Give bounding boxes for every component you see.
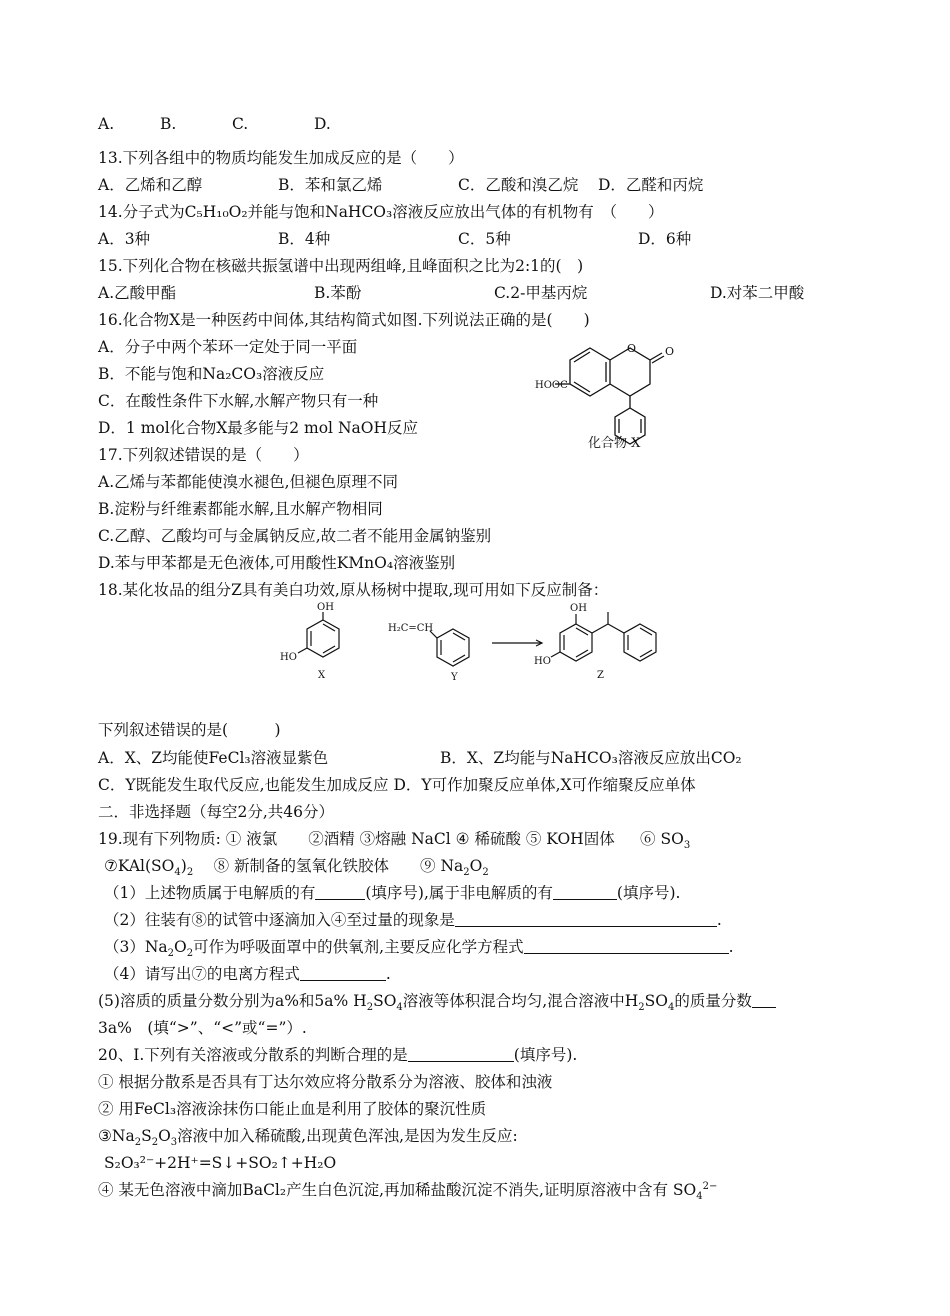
carbonyl-oxygen-label: O (665, 345, 675, 358)
q19-part4: （4）请写出⑦的电离方程式 . (104, 965, 391, 983)
x-oh-label: OH (317, 602, 334, 613)
q15-option-c: C.2-甲基丙烷 (494, 284, 588, 302)
q19-part1: （1）上述物质属于电解质的有 (填序号),属于非电解质的有 (填序号). (104, 884, 681, 902)
q20-stem: 20、Ⅰ.下列有关溶液或分散系的判断合理的是 (填序号). (98, 1046, 578, 1064)
q15-option-d: D.对苯二甲酸 (710, 284, 805, 302)
compound-x-caption: 化合物 X (588, 436, 641, 451)
q20-equation: S₂O₃²⁻+2H⁺=S↓+SO₂↑+H₂O (104, 1154, 337, 1172)
q15-stem: 15.下列化合物在核磁共振氢谱中出现两组峰,且峰面积之比为2:1的( ) (98, 257, 584, 275)
option-b: B. (160, 115, 177, 133)
q15-option-a: A.乙酸甲酯 (98, 284, 177, 302)
q18-option-a: A．X、Z均能使FeCl₃溶液显紫色 (98, 749, 329, 767)
q18-question: 下列叙述错误的是( ) (98, 721, 281, 739)
q16-option-a: A．分子中两个苯环一定处于同一平面 (98, 338, 358, 356)
q18-option-cd: C．Y既能发生取代反应,也能发生加成反应 D．Y可作加聚反应单体,X可作缩聚反应单体 (98, 776, 696, 794)
q19-stem-line2: $⑦KAl(SO_4)_2$ ⑧ 新制备的氢氧化铁胶体 ⑨ $Na_2O_2$ (104, 857, 489, 879)
reaction-scheme (270, 598, 690, 690)
q17-option-b: B.淀粉与纤维素都能水解,且水解产物相同 (98, 500, 383, 518)
q20-item-1: ① 根据分散系是否具有丁达尔效应将分散系分为溶液、胶体和浊液 (98, 1073, 553, 1091)
y-label: Y (451, 672, 458, 683)
q13-option-a: A．乙烯和乙醇 (98, 176, 203, 194)
answer-blank (300, 965, 386, 981)
answer-blank (524, 938, 729, 954)
q13-option-b: B．苯和氯乙烯 (278, 176, 383, 194)
section-2-heading: 二．非选择题（每空2分,共46分） (98, 803, 335, 821)
q16-stem: 16.化合物X是一种医药中间体,其结构简式如图.下列说法正确的是( ) (98, 311, 590, 329)
q18-option-b: B．X、Z均能与NaHCO₃溶液反应放出CO₂ (440, 749, 742, 767)
q19-part2: （2）往装有⑧的试管中逐滴加入④至过量的现象是 . (104, 911, 722, 929)
q19-part5-cont: 3a% (填“>”、“<”或“=”）. (98, 1019, 307, 1037)
q17-option-d: D.苯与甲苯都是无色液体,可用酸性KMnO₄溶液鉴别 (98, 554, 456, 572)
q14-option-c: C．5种 (458, 230, 511, 248)
answer-blank (553, 884, 617, 900)
q18-stem: 18.某化妆品的组分Z具有美白功效,原从杨树中提取,现可用如下反应制备： (98, 581, 609, 599)
cooh-label: HOOC (535, 380, 568, 391)
q14-stem: 14.分子式为C₅H₁₀O₂并能与饱和NaHCO₃溶液反应放出气体的有机物有 （ ） (98, 203, 664, 221)
q19-part5: (5)溶质的质量分数分别为a%和5a% $H_2SO_4$溶液等体积混合均匀,混合溶液中$H_2SO_4$的质量分数 (98, 991, 776, 1011)
q17-stem: 17.下列叙述错误的是（ ） (98, 446, 309, 464)
q14-option-d: D．6种 (638, 230, 692, 248)
z-ho-label: HO (534, 656, 551, 667)
q14-option-a: A．3种 (98, 230, 151, 248)
q16-option-b: B．不能与饱和Na₂CO₃溶液反应 (98, 365, 325, 383)
answer-blank (408, 1046, 514, 1062)
q14-option-b: B．4种 (278, 230, 331, 248)
option-c: C. (232, 115, 249, 133)
z-oh-label: OH (570, 603, 587, 614)
q13-option-d: D．乙醛和丙烷 (598, 176, 704, 194)
q17-option-a: A.乙烯与苯都能使溴水褪色,但褪色原理不同 (98, 473, 399, 491)
q20-item-3: $③Na_2S_2O_3$溶液中加入稀硫酸,出现黄色浑浊,是因为发生反应: (98, 1127, 518, 1149)
q19-stem-line1: 19.现有下列物质: ① 液氯 ②酒精 ③熔融 NaCl ④ 稀硫酸 ⑤ KOH固体 ⑥ $SO_3$ (98, 830, 691, 852)
q13-stem: 13.下列各组中的物质均能发生加成反应的是（ ） (98, 149, 464, 167)
answer-blank (315, 884, 365, 900)
q13-option-c: C．乙酸和溴乙烷 (458, 176, 579, 194)
option-d: D. (314, 115, 331, 133)
q16-option-d: D．1 mol化合物X最多能与2 mol NaOH反应 (98, 419, 418, 437)
z-label: Z (597, 670, 604, 681)
option-a: A. (98, 115, 115, 133)
q19-part3: $(3)Na_2O_2$可作为呼吸面罩中的供氧剂,主要反应化学方程式 . (104, 938, 734, 960)
q15-option-b: B.苯酚 (314, 284, 362, 302)
q20-item-2: ② 用FeCl₃溶液涂抹伤口能止血是利用了胶体的聚沉性质 (98, 1100, 487, 1118)
vinyl-label: H₂C=CH (388, 623, 434, 634)
lactone-oxygen-label: O (627, 342, 637, 355)
q16-option-c: C．在酸性条件下水解,水解产物只有一种 (98, 392, 379, 410)
answer-blank (455, 911, 717, 927)
q17-option-c: C.乙醇、乙酸均可与金属钠反应,故二者不能用金属钠鉴别 (98, 527, 492, 545)
q20-item-4: ④ 某无色溶液中滴加BaCl₂产生白色沉淀,再加稀盐酸沉淀不消失,证明原溶液中含有 $SO_4^{2-}$ (98, 1180, 718, 1203)
answer-blank (752, 992, 776, 1008)
x-label: X (318, 670, 326, 681)
x-ho-label: HO (280, 652, 297, 663)
